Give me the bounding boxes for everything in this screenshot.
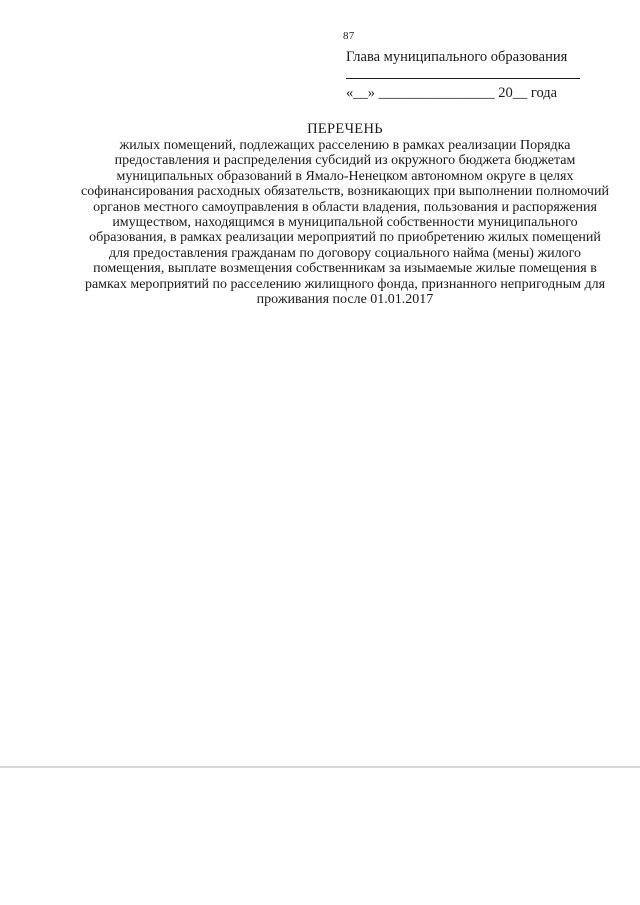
- document-title: ПЕРЕЧЕНЬ: [307, 121, 383, 137]
- document-heading: [80, 120, 610, 307]
- page-number: 87: [343, 30, 355, 42]
- approval-title: Глава муниципального образования: [346, 49, 568, 65]
- approval-date-line: «__» ________________ 20__ года: [346, 85, 558, 101]
- approval-block: [346, 48, 586, 102]
- document-subtitle: жилых помещений, подлежащих расселению в рамках реализации Порядка предоставления и распределения субсидий из окружного бюджета бюджетам муниципальных образований в Ямало-Ненецком автономном округе в целях софинансирования расходных обязательств, возникающих при выполнении полномочий органов местного самоуправления в области владения, пользования и распоряжения имуществом, находящимся в муниципальной собственности муниципального образования, в рамках реализации мероприятий по приобретению жилых помещений для предоставления гражданам по договору социального найма (мены) жилого помещения, выплате возмещения собственникам за изымаемые жилые помещения в рамках мероприятий по расселению жилищного фонда, признанного непригодным для проживания после 01.01.2017: [81, 138, 609, 308]
- blank-margin: [0, 768, 640, 905]
- signature-line: [346, 78, 580, 79]
